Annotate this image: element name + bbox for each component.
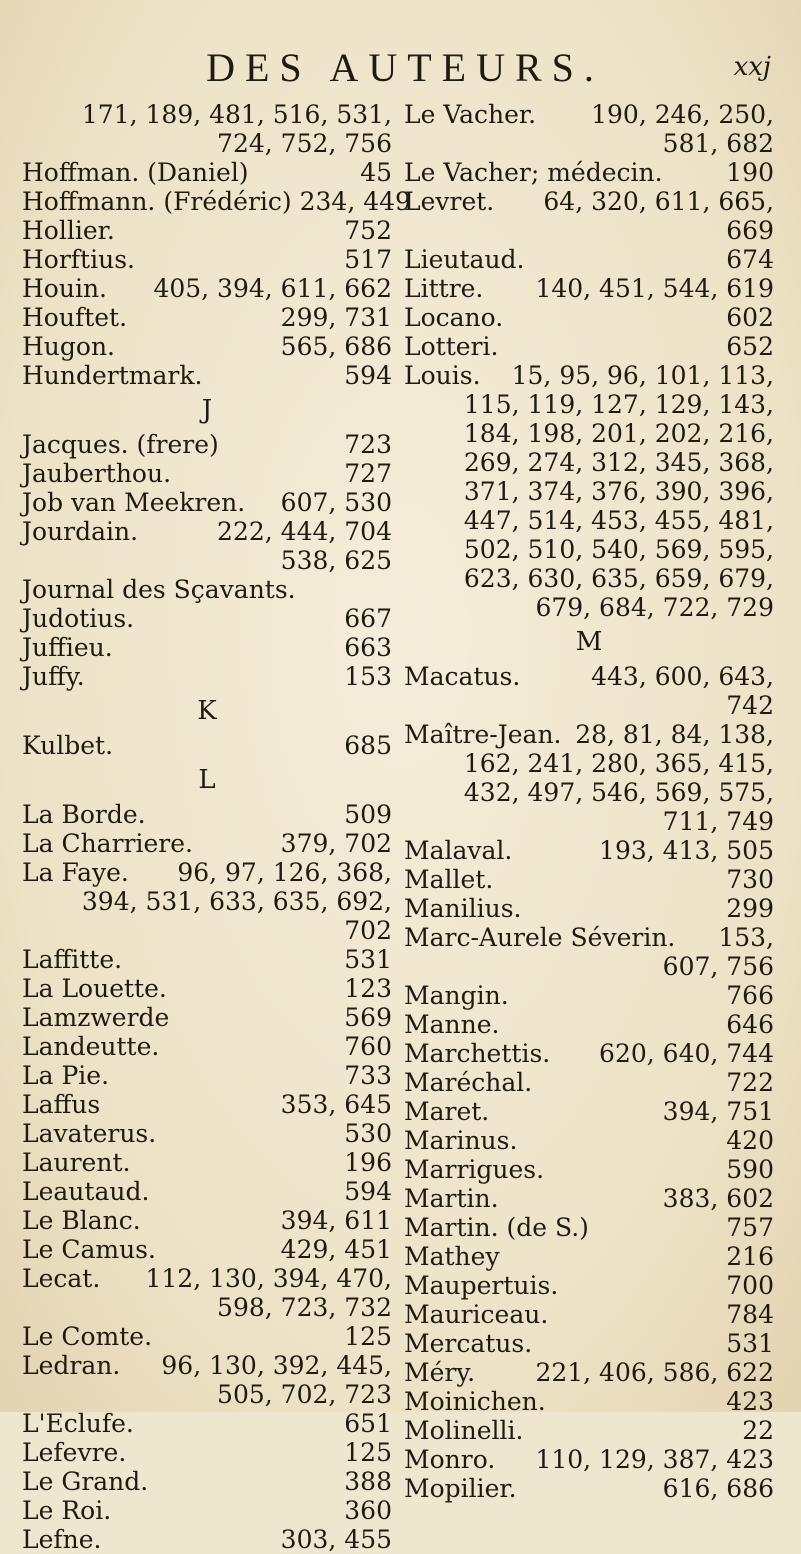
page-references: 429, 451 [280,1235,392,1264]
author-name: Jacques. (frere) [22,430,219,459]
index-entry-continuation [404,535,774,564]
index-entry [22,1322,392,1351]
author-name: Mathey [404,1242,500,1271]
author-name: Le Comte. [22,1322,153,1351]
index-entry-continuation [22,1293,392,1322]
page-references-continued: 115, 119, 127, 129, 143, [463,390,774,419]
page-references: 723 [344,430,392,459]
page-references-continued: 607, 756 [662,952,774,981]
author-name: Molinelli. [404,1416,524,1445]
page-references: 405, 394, 611, 662 [153,274,392,303]
page-references-continued: 711, 749 [662,807,774,836]
index-entry [22,1467,392,1496]
page-references: 125 [344,1322,392,1351]
page-references: 171, 189, 481, 516, 531, [81,100,392,129]
index-entry [404,1068,774,1097]
author-name: Moinichen. [404,1387,546,1416]
author-name: Hoffman. (Daniel) [22,158,249,187]
page-references: 423 [726,1387,774,1416]
author-name: Méry. [404,1358,476,1387]
page-references: 784 [726,1300,774,1329]
index-entry [404,923,774,952]
page-references-continued: 598, 723, 732 [217,1293,392,1322]
author-name: Lefne. [22,1525,102,1554]
page-references: 752 [344,216,392,245]
page-references-continued: 581, 682 [662,129,774,158]
index-entry [22,945,392,974]
author-name: Laffus [22,1090,101,1119]
index-entry-continuation [22,129,392,158]
author-name: Louis. [404,361,481,390]
index-entry [404,361,774,390]
page-references: 663 [344,633,392,662]
author-name: Le Blanc. [22,1206,141,1235]
index-entry-continuation [404,564,774,593]
page-references: 509 [344,800,392,829]
page-references-continued: 505, 702, 723 [217,1380,392,1409]
author-name: Marc-Aurele Séverin. [404,923,676,952]
index-entry [22,459,392,488]
page-references-continued: 724, 752, 756 [217,129,392,158]
page-references: 685 [344,731,392,760]
author-name: Mopilier. [404,1474,517,1503]
page-references: 700 [726,1271,774,1300]
page-references: 28, 81, 84, 138, [575,720,774,749]
index-entry [404,1329,774,1358]
index-entry [404,1213,774,1242]
page-references: 616, 686 [662,1474,774,1503]
page-references-continued: 162, 241, 280, 365, 415, [463,749,774,778]
author-name: Lieutaud. [404,245,525,274]
index-entry [22,245,392,274]
page-references: 420 [726,1126,774,1155]
index-entry [404,1184,774,1213]
page-references: 360 [344,1496,392,1525]
page-references-continued: 432, 497, 546, 569, 575, [463,778,774,807]
page-title: DES AUTEURS. [206,45,604,90]
author-name: Lotteri. [404,332,499,361]
index-entry [404,245,774,274]
page-references: 379, 702 [280,829,392,858]
page-references: 383, 602 [662,1184,774,1213]
index-entry [22,1235,392,1264]
page-references: 123 [344,974,392,1003]
author-name: Juffy. [22,662,85,691]
author-name: Leautaud. [22,1177,150,1206]
page-references: 651 [344,1409,392,1438]
author-name: Le Vacher; médecin. [404,158,663,187]
page-references: 196 [344,1148,392,1177]
author-name: La Faye. [22,858,129,887]
author-name: Marchettis. [404,1039,551,1068]
index-entry-continuation [404,216,774,245]
page-references: 153 [344,662,392,691]
page-references: 569 [344,1003,392,1032]
index-entry [22,1525,392,1554]
author-name: L'Eclufe. [22,1409,134,1438]
index-entry [22,633,392,662]
page-references: 733 [344,1061,392,1090]
page-references-continued: 669 [726,216,774,245]
index-entry [404,865,774,894]
index-entry [404,1242,774,1271]
author-name: Martin. [404,1184,499,1213]
page-references: 394, 751 [662,1097,774,1126]
page-references-continued: 702 [344,916,392,945]
page-references-continued: 394, 531, 633, 635, 692, [81,887,392,916]
index-entry-continuation [404,778,774,807]
author-name: Maître-Jean. [404,720,562,749]
section-letter: L [198,765,216,795]
page-references: 538, 625 [280,546,392,575]
page-number: xxj [733,52,771,82]
author-name: Hollier. [22,216,115,245]
index-entry [22,1264,392,1293]
index-entry [22,1032,392,1061]
page-references-continued: 269, 274, 312, 345, 368, [463,448,774,477]
page-references: 531 [344,945,392,974]
page-references: 353, 645 [280,1090,392,1119]
index-entry [404,1300,774,1329]
author-name: Juffieu. [22,633,113,662]
index-entry [22,1177,392,1206]
index-entry [22,303,392,332]
page-references: 607, 530 [280,488,392,517]
author-name: Le Vacher. [404,100,537,129]
author-name: Malaval. [404,836,513,865]
index-entry-continuation [22,1380,392,1409]
index-entry [404,187,774,216]
page-references: 730 [726,865,774,894]
page-references: 530 [344,1119,392,1148]
author-name: Littre. [404,274,484,303]
page-references: 757 [726,1213,774,1242]
page-references: 388 [344,1467,392,1496]
index-entry [22,488,392,517]
author-name: Manne. [404,1010,500,1039]
index-entry [22,158,392,187]
index-entry [404,1097,774,1126]
page-references: 190, 246, 250, [591,100,774,129]
author-name: Landeutte. [22,1032,160,1061]
author-name: La Pie. [22,1061,110,1090]
author-name: Horftius. [22,245,135,274]
index-entry-continuation [404,506,774,535]
index-entry [22,546,392,604]
author-name: Houftet. [22,303,128,332]
page-references: 594 [344,361,392,390]
index-entry [404,894,774,923]
index-entry [22,858,392,887]
page-references: 590 [726,1155,774,1184]
author-name: Kulbet. [22,731,114,760]
page-references: 299 [726,894,774,923]
author-name: Mangin. [404,981,509,1010]
author-name: Hundertmark. [22,361,203,390]
index-entry [22,1061,392,1090]
author-name: Job van Meekren. [22,488,246,517]
author-name: Marinus. [404,1126,518,1155]
author-name: Mallet. [404,865,494,894]
index-entry [22,332,392,361]
page-references: 153, [718,923,774,952]
index-entry [22,662,392,691]
author-name: Hugon. [22,332,116,361]
index-entry [404,332,774,361]
page-references-continued: 502, 510, 540, 569, 595, [463,535,774,564]
index-entry [22,1438,392,1467]
index-entry [22,1148,392,1177]
index-entry [404,274,774,303]
author-name: Le Camus. [22,1235,156,1264]
index-entry-continuation [404,419,774,448]
author-name: Martin. (de S.) [404,1213,589,1242]
author-name: Laffitte. [22,945,123,974]
index-entry [22,361,392,390]
author-name: Maret. [404,1097,490,1126]
index-entry [404,981,774,1010]
index-entry [22,216,392,245]
author-name: Maréchal. [404,1068,533,1097]
author-name: Levret. [404,187,495,216]
index-entry [22,1003,392,1032]
index-entry [404,1126,774,1155]
index-entry-continuation [22,887,392,916]
index-entry-continuation [404,691,774,720]
index-entry-continuation [404,952,774,981]
index-entry-continuation [22,916,392,945]
page-references-continued: 371, 374, 376, 390, 396, [463,477,774,506]
index-entry [404,1271,774,1300]
page-references: 140, 451, 544, 619 [535,274,774,303]
index-entry-continuation [404,477,774,506]
page-references: 620, 640, 744 [599,1039,774,1068]
index-entry [22,829,392,858]
author-name: Lecat. [22,1264,101,1293]
page-references: 517 [344,245,392,274]
page-references: 96, 97, 126, 368, [177,858,392,887]
index-entry-continuation [404,390,774,419]
author-name: Monro. [404,1445,496,1474]
page-references: 594 [344,1177,392,1206]
page-references: 722 [726,1068,774,1097]
page-references: 667 [344,604,392,633]
page-references: 193, 413, 505 [599,836,774,865]
page-references: 45 [360,158,392,187]
page-references-continued: 623, 630, 635, 659, 679, [463,564,774,593]
index-entry [22,274,392,303]
section-letter: K [197,696,217,726]
author-name: Le Roi. [22,1496,112,1525]
page-references: 222, 444, 704 [217,517,392,546]
section-letter: J [201,395,213,425]
index-entry [22,1351,392,1380]
author-name: Jauberthou. [22,459,172,488]
author-name: Mercatus. [404,1329,533,1358]
author-name: Jourdain. [22,517,139,546]
index-column-right [404,100,774,1503]
page-references: 64, 320, 611, 665, [543,187,774,216]
author-name: Hoffmann. (Frédéric) 234, 449 [22,187,411,216]
author-name: Laurent. [22,1148,131,1177]
author-name: Lavaterus. [22,1119,157,1148]
author-name: Journal des Sçavants. [22,575,296,604]
page-references: 766 [726,981,774,1010]
page-references: 652 [726,332,774,361]
index-entry [22,1119,392,1148]
page-header [0,44,801,92]
index-entry [22,430,392,459]
page-references-continued: 742 [726,691,774,720]
index-column-left [22,100,411,1554]
index-entry-continuation [404,749,774,778]
page-references: 216 [726,1242,774,1271]
page-references: 443, 600, 643, [591,662,774,691]
index-entry [404,303,774,332]
index-entry [22,1206,392,1235]
index-entry [22,100,392,129]
index-entry [22,731,392,760]
author-name: Locano. [404,303,504,332]
page-references: 96, 130, 392, 445, [161,1351,392,1380]
page-references: 531 [726,1329,774,1358]
page-references: 602 [726,303,774,332]
section-letter: M [575,627,603,657]
author-name: Macatus. [404,662,521,691]
author-name: Lefevre. [22,1438,127,1467]
page-references-continued: 679, 684, 722, 729 [535,593,774,622]
index-entry-continuation [404,807,774,836]
index-entry [404,100,774,129]
author-name: Judotius. [22,604,135,633]
page-references: 190 [726,158,774,187]
author-name: La Charriere. [22,829,193,858]
page-references: 565, 686 [280,332,392,361]
author-name: Marrigues. [404,1155,545,1184]
index-entry-continuation [404,448,774,477]
page-references: 394, 611 [280,1206,392,1235]
page-references: 727 [344,459,392,488]
author-name: Maupertuis. [404,1271,559,1300]
author-name: Ledran. [22,1351,121,1380]
page-references: 760 [344,1032,392,1061]
index-entry [404,1416,774,1445]
page-references: 646 [726,1010,774,1039]
index-entry [404,1474,774,1503]
index-entry [404,1010,774,1039]
author-name: La Louette. [22,974,167,1003]
index-entry [404,1155,774,1184]
author-name: Lamzwerde [22,1003,170,1032]
author-name: Houin. [22,274,107,303]
index-entry [404,836,774,865]
index-entry [22,800,392,829]
page-references: 22 [742,1416,774,1445]
page-references: 221, 406, 586, 622 [535,1358,774,1387]
author-name: La Borde. [22,800,146,829]
index-entry [404,1358,774,1387]
index-entry [404,720,774,749]
page-references-continued: 447, 514, 453, 455, 481, [463,506,774,535]
author-name: Mauriceau. [404,1300,549,1329]
page-references: 303, 455 [280,1525,392,1554]
author-name: Manilius. [404,894,522,923]
index-entry [22,974,392,1003]
page-references: 674 [726,245,774,274]
index-entry [22,604,392,633]
index-entry [404,1445,774,1474]
page-references: 15, 95, 96, 101, 113, [511,361,774,390]
page-references: 110, 129, 387, 423 [535,1445,774,1474]
index-entry [404,158,774,187]
index-entry [22,1409,392,1438]
index-entry [22,187,411,216]
index-entry [22,517,392,546]
page-references: 125 [344,1438,392,1467]
index-entry [404,1039,774,1068]
page-references: 112, 130, 394, 470, [145,1264,392,1293]
page-references-continued: 184, 198, 201, 202, 216, [463,419,774,448]
index-entry [22,1090,392,1119]
author-name: Le Grand. [22,1467,149,1496]
index-entry-continuation [404,593,774,622]
page-references: 299, 731 [280,303,392,332]
index-entry [404,662,774,691]
index-entry [22,1496,392,1525]
index-entry-continuation [404,129,774,158]
